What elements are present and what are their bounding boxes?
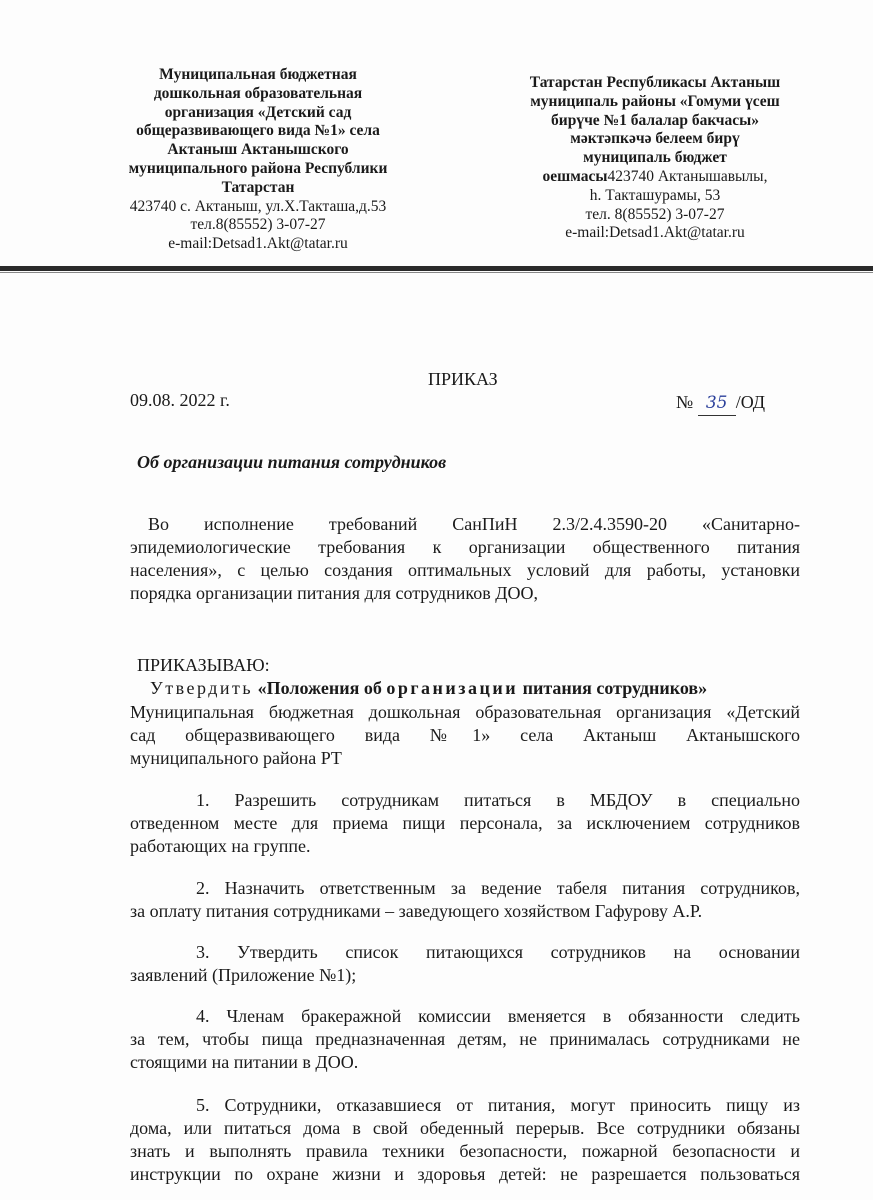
text-line: 4. Членам бракеражной комиссии вменяется в обязанности следить xyxy=(196,1006,800,1026)
letterhead-line: муниципаль районы «Гомуми үсеш xyxy=(530,92,780,110)
text-line: Муниципальная бюджетная дошкольная образовательная организация «Детский xyxy=(130,702,800,722)
letterhead-line: организация «Детский сад xyxy=(164,103,352,121)
order-item-4 xyxy=(130,1005,800,1074)
phone: тел. 8(85552) 3-07-27 xyxy=(585,205,725,223)
letterhead-line: дошкольная образовательная xyxy=(153,84,363,102)
approve-line xyxy=(150,677,707,700)
text-line: сад общеразвивающего вида №1» села Актаныш Актанышского xyxy=(130,725,800,745)
order-number xyxy=(676,391,765,416)
text-line: заявлений (Приложение №1); xyxy=(130,965,357,985)
letterhead-line: общеразвивающего вида №1» села xyxy=(136,122,380,140)
phone: тел.8(85552) 3-07-27 xyxy=(190,216,326,234)
order-item-1 xyxy=(130,789,800,858)
order-item-3 xyxy=(130,941,800,987)
text-line: муниципального района РТ xyxy=(130,748,342,768)
orders-label: ПРИКАЗЫВАЮ: xyxy=(137,655,270,675)
text-line: 3. Утвердить список питающихся сотрудников на основании xyxy=(196,942,800,962)
email: e-mail:Detsad1.Akt@tatar.ru xyxy=(168,235,348,253)
text-line: дома, или питаться дома в свой обеденный перерыв. Все сотрудники обязаны xyxy=(130,1118,800,1138)
text-line: населения», с целью создания оптимальных условий для работы, установки xyxy=(130,560,800,580)
text-line: за оплату питания сотрудниками – заведующего хозяйством Гафурову А.Р. xyxy=(130,901,703,921)
text-line: эпидемиологические требования к организации общественного питания xyxy=(130,537,800,557)
letterhead-line xyxy=(505,168,805,187)
letterhead-bold-word: оешмасы xyxy=(542,167,608,185)
text-line: за тем, чтобы пища предназначенная детям, не принималась сотрудниками не xyxy=(130,1029,800,1049)
letterhead-line: Муниципальная бюджетная xyxy=(159,66,357,83)
handwritten-number: 35 xyxy=(698,392,736,416)
letterhead-line: мәктәпкәчә белеем бирү xyxy=(570,130,740,148)
address: 423740 с. Актаныш, ул.Х.Такташа,д.53 xyxy=(129,197,387,215)
letterhead-line: муниципаль бюджет xyxy=(583,149,727,167)
approve-doc-title-1: «Положения об xyxy=(257,678,382,698)
organization-paragraph xyxy=(130,701,800,770)
text-line: инструкции по охране жизни и здоровья детей: не разрешается пользоваться xyxy=(130,1164,800,1184)
text-line: знать и выполнять правила техники безопасности, пожарной безопасности и xyxy=(130,1141,800,1161)
text-line: 5. Сотрудники, отказавшиеся от питания, могут приносить пищу из xyxy=(196,1095,800,1115)
intro-paragraph xyxy=(130,513,800,605)
text-line: 2. Назначить ответственным за ведение табеля питания сотрудников, xyxy=(196,878,800,898)
number-sign: № xyxy=(676,392,694,412)
text-line: работающих на группе. xyxy=(130,836,311,856)
order-subject: Об организации питания сотрудников xyxy=(137,452,447,472)
text-line: порядка организации питания для сотрудников ДОО, xyxy=(130,583,538,603)
letterhead-line: бирүче №1 балалар бакчасы» xyxy=(551,111,759,129)
order-item-2 xyxy=(130,877,800,923)
approve-doc-title-2: организации xyxy=(386,678,519,698)
approve-verb: Утвердить xyxy=(150,678,254,698)
document-title: ПРИКАЗ xyxy=(428,369,498,389)
letterhead-line: Татарстан Республикасы Актаныш xyxy=(529,74,781,91)
number-suffix: /ОД xyxy=(735,392,766,412)
letterhead-line: Актаныш Актанышского xyxy=(167,141,349,159)
text-line: 1. Разрешить сотрудникам питаться в МБДОУ в специально xyxy=(196,790,800,810)
address: 423740 Актанышавылы, xyxy=(607,167,768,185)
letterhead-right xyxy=(505,74,805,243)
text-line: Во исполнение требований СанПиН 2.3/2.4.3590-20 «Санитарно- xyxy=(148,514,800,534)
approve-doc-title-3: питания сотрудников» xyxy=(522,678,708,698)
letterhead-left xyxy=(108,66,408,254)
text-line: стоящими на питании в ДОО. xyxy=(130,1052,359,1072)
order-date: 09.08. 2022 г. xyxy=(130,390,230,410)
order-item-5 xyxy=(130,1094,800,1186)
letterhead-line: муниципального района Республики xyxy=(128,159,388,177)
letterhead-line: Татарстан xyxy=(221,178,295,196)
email: e-mail:Detsad1.Akt@tatar.ru xyxy=(565,224,745,242)
text-line: отведенном месте для приема пищи персонала, за исключением сотрудников xyxy=(130,813,800,833)
address: һ. Такташурамы, 53 xyxy=(589,186,721,204)
header-divider xyxy=(0,266,873,271)
header-divider-thin xyxy=(0,272,873,273)
